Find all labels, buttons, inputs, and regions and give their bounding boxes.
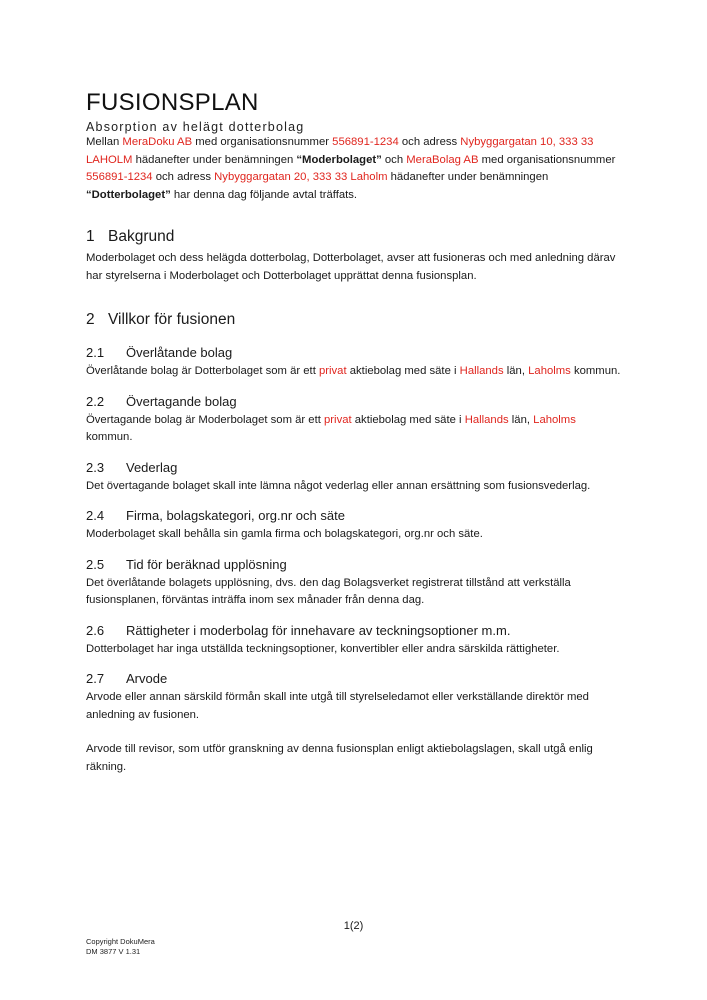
subsection-number: 2.1 <box>86 345 105 360</box>
subsection-2-3-heading <box>86 459 621 477</box>
subsection-title: Firma, bolagskategori, org.nr och säte <box>126 508 345 523</box>
company-name-2: MeraBolag AB <box>406 153 479 166</box>
municipality: Laholms <box>528 365 571 377</box>
subsection-2-5-heading <box>86 556 621 574</box>
intro-text: och adress <box>398 136 461 148</box>
address-1: Nybyggargatan 10, 333 33 LAHOLM <box>86 136 594 166</box>
intro-text: hädanefter under benämningen <box>132 153 297 166</box>
intro-text: Mellan <box>86 136 123 148</box>
copyright-text: Copyright DokuMera <box>86 937 155 946</box>
subsection-2-2-text <box>86 412 621 447</box>
county: Hallands <box>459 365 504 377</box>
body-text: Övertagande bolag är Moderbolaget som är ett <box>86 413 325 426</box>
company-name-1: MeraDoku AB <box>122 136 193 148</box>
company-kind: privat <box>318 365 347 377</box>
page-number: 1(2) <box>343 920 364 932</box>
subsection-title: Överlåtande bolag <box>126 345 233 360</box>
subsection-2-4-text: Moderbolaget skall behålla sin gamla firma och bolagskategori, org.nr och säte. <box>86 528 483 540</box>
intro-text: med organisationsnummer <box>192 136 333 148</box>
subsection-title: Rättigheter i moderbolag för innehavare av teckningsoptioner m.m. <box>126 622 511 638</box>
document-title: FUSIONSPLAN <box>86 89 259 116</box>
body-text: kommun. <box>86 431 133 443</box>
footer-copyright <box>86 937 155 957</box>
subsection-2-1-text <box>86 363 621 381</box>
subsection-2-6-text: Dotterbolaget har inga utställda teckningsoptioner, konvertibler eller andra särskilda rättigheter. <box>86 642 560 655</box>
address-2: Nybyggargatan 20, 333 33 Laholm <box>214 171 388 183</box>
subsection-number: 2.3 <box>86 459 105 475</box>
subsection-title: Vederlag <box>126 459 178 475</box>
subsection-title: Övertagande bolag <box>126 393 237 409</box>
intro-text: med organisationsnummer <box>478 153 616 166</box>
subsection-title: Arvode <box>126 671 168 686</box>
section-2-heading <box>86 310 621 330</box>
subsection-2-2-heading <box>86 393 621 411</box>
version-text: DM 3877 V 1.31 <box>86 947 141 956</box>
intro-paragraph <box>86 134 621 204</box>
body-text: kommun. <box>570 365 621 377</box>
body-text: län, <box>508 413 534 426</box>
document-subtitle: Absorption av helägt dotterbolag <box>86 120 305 134</box>
alias-moderbolaget: “Moderbolaget” <box>296 153 382 166</box>
subsection-number: 2.7 <box>86 671 105 686</box>
section-1-heading <box>86 227 621 247</box>
subsection-2-7-text-1: Arvode eller annan särskild förmån skall inte utgå till styrelseledamot eller verkställande direktör med anledning av fusionen. <box>86 691 589 721</box>
subsection-2-7-text-2: Arvode till revisor, som utför granskning av denna fusionsplan enligt aktiebolagslagen, skall utgå enlig räkning. <box>86 743 593 773</box>
document-content <box>86 88 621 776</box>
subsection-number: 2.5 <box>86 556 105 572</box>
subsection-number: 2.2 <box>86 393 105 409</box>
subsection-number: 2.6 <box>86 622 105 638</box>
intro-text: och adress <box>152 171 215 183</box>
intro-text: har denna dag följande avtal träffats. <box>170 188 358 201</box>
section-title: Villkor för fusionen <box>108 311 236 328</box>
body-text: län, <box>503 365 529 377</box>
section-title: Bakgrund <box>108 228 175 245</box>
county: Hallands <box>464 413 509 426</box>
subsection-2-6-heading <box>86 622 621 640</box>
subsection-2-4-heading <box>86 507 621 525</box>
body-text: aktiebolag med säte i <box>351 413 465 426</box>
subsection-number: 2.4 <box>86 508 105 523</box>
org-number-1: 556891-1234 <box>332 136 399 148</box>
section-1-text: Moderbolaget och dess helägda dotterbolag, Dotterbolaget, avser att fusioneras och med anledning därav har styrelserna i Moderbolaget och Dotterbolaget upprättat denna fusionsplan. <box>86 252 616 282</box>
intro-text: hädanefter under benämningen <box>387 171 549 183</box>
municipality: Laholms <box>533 413 576 426</box>
subsection-title: Tid för beräknad upplösning <box>126 556 287 572</box>
subsection-2-5-text: Det överlåtande bolagets upplösning, dvs. den dag Bolagsverket registrerat tillstånd att verkställa fusionsplanen, förväntas inträffa inom sex månader från denna dag. <box>86 576 571 606</box>
org-number-2: 556891-1234 <box>86 171 153 183</box>
alias-dotterbolaget: “Dotterbolaget” <box>86 188 171 201</box>
intro-text: och <box>381 153 407 166</box>
body-text: aktiebolag med säte i <box>346 365 460 377</box>
subsection-2-3-text: Det övertagande bolaget skall inte lämna något vederlag eller annan ersättning som fusionsvederlag. <box>86 479 591 492</box>
subsection-2-7-heading <box>86 670 621 688</box>
section-number: 2 <box>86 311 95 328</box>
section-number: 1 <box>86 228 95 245</box>
subsection-2-1-heading <box>86 344 621 362</box>
company-kind: privat <box>324 413 352 426</box>
body-text: Överlåtande bolag är Dotterbolaget som är ett <box>86 365 319 377</box>
